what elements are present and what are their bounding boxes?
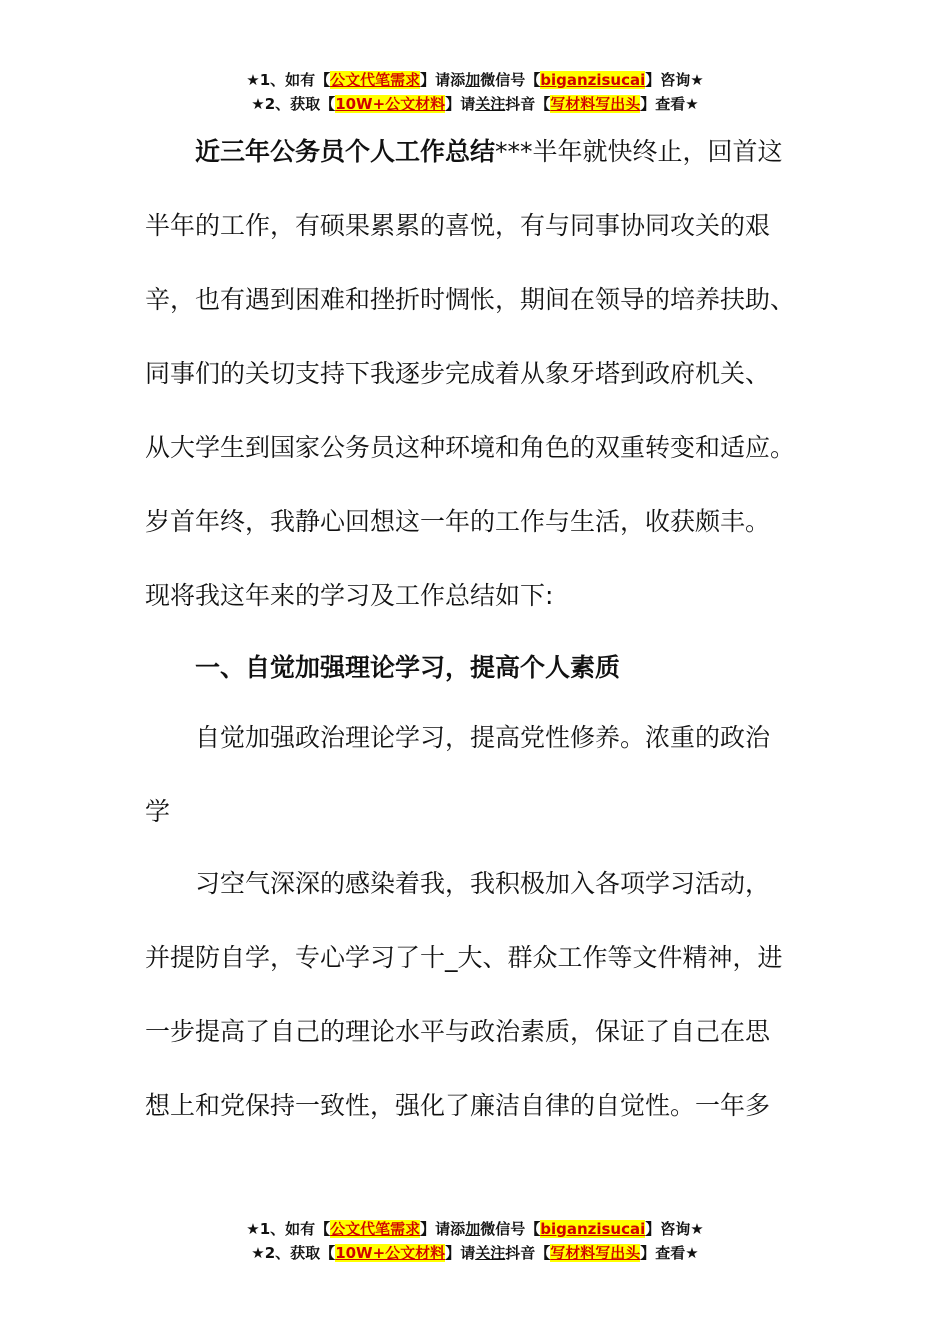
paragraph-line: 一步提高了自己的理论水平与政治素质，保证了自己在思 (145, 1017, 771, 1046)
banner-text: ★2、获取【 (251, 95, 336, 113)
top-banner (0, 68, 950, 116)
banner-text: 】请 (445, 1244, 476, 1262)
paragraph-line: 岁首年终，我静心回想这一年的工作与生活，收获颇丰。 (145, 507, 771, 536)
banner-line-1 (0, 68, 950, 92)
banner-text: 】查看★ (640, 1244, 699, 1262)
banner-text: 】请添 (420, 71, 466, 89)
paragraph-line: 自觉加强政治理论学习，提高党性修养。浓重的政治 (195, 723, 771, 752)
banner-text: 抖音【 (505, 1244, 551, 1262)
banner-line-2 (0, 1241, 950, 1265)
title-line (195, 132, 783, 168)
bottom-banner (0, 1217, 950, 1265)
banner-underlined-text: 加 (465, 1220, 481, 1238)
paragraph-line: 从大学生到国家公务员这种环境和角色的双重转变和适应。 (145, 433, 796, 462)
banner-highlight: biganzisucai (540, 1220, 646, 1238)
banner-text: 】咨询★ (645, 1220, 704, 1238)
banner-text: 】咨询★ (645, 71, 704, 89)
banner-text: ★2、获取【 (251, 1244, 336, 1262)
banner-underlined-text: 关注 (475, 1244, 506, 1262)
banner-highlight: 公文代笔需求 (330, 1220, 421, 1238)
banner-highlight: 10W+公文材料 (335, 1244, 446, 1262)
document-title: 近三年公务员个人工作总结 (195, 137, 496, 166)
paragraph-line: 同事们的关切支持下我逐步完成着从象牙塔到政府机关、 (145, 359, 771, 388)
paragraph-line: 习空气深深的感染着我，我积极加入各项学习活动， (195, 869, 771, 898)
banner-underlined-text: 加 (465, 71, 481, 89)
banner-text: 抖音【 (505, 95, 551, 113)
banner-underlined-text: 关注 (475, 95, 506, 113)
paragraph-line: 并提防自学，专心学习了十_大、群众工作等文件精神，进 (145, 943, 783, 972)
banner-highlight: 写材料写出头 (550, 1244, 641, 1262)
banner-text: 】查看★ (640, 95, 699, 113)
banner-highlight: 公文代笔需求 (330, 71, 421, 89)
paragraph-line: 学 (145, 797, 171, 826)
banner-line-2 (0, 92, 950, 116)
paragraph-line: 辛，也有遇到困难和挫折时惆怅，期间在领导的培养扶助、 (145, 285, 796, 314)
banner-highlight: 写材料写出头 (550, 95, 641, 113)
banner-text: 微信号【 (480, 71, 541, 89)
paragraph-line: 半年的工作，有硕果累累的喜悦，有与同事协同攻关的艰 (145, 211, 771, 240)
paragraph-line: 现将我这年来的学习及工作总结如下: (145, 581, 554, 610)
section-heading: 一、自觉加强理论学习，提高个人素质 (195, 653, 621, 682)
banner-line-1 (0, 1217, 950, 1241)
paragraph-line: 想上和党保持一致性，强化了廉洁自律的自觉性。一年多 (145, 1091, 771, 1120)
paragraph-text: ***半年就快终止，回首这 (495, 137, 783, 166)
banner-highlight: 10W+公文材料 (335, 95, 446, 113)
banner-text: 】请添 (420, 1220, 466, 1238)
banner-text: 微信号【 (480, 1220, 541, 1238)
banner-text: ★1、如有【 (246, 1220, 331, 1238)
banner-highlight: biganzisucai (540, 71, 646, 89)
banner-text: ★1、如有【 (246, 71, 331, 89)
banner-text: 】请 (445, 95, 476, 113)
